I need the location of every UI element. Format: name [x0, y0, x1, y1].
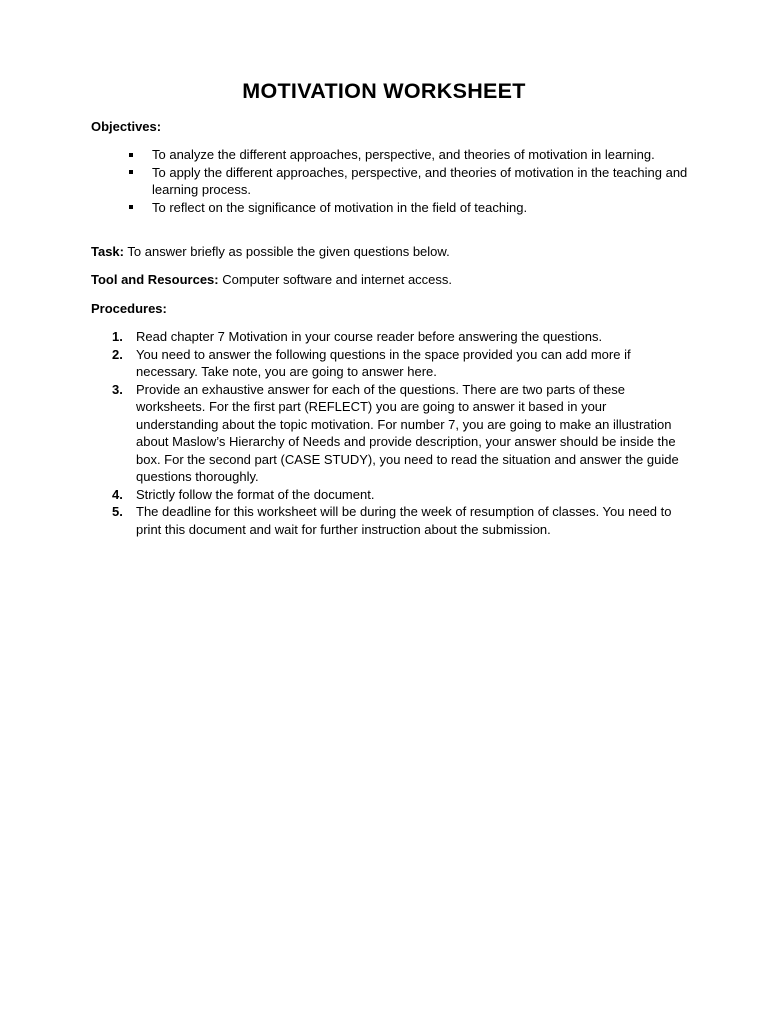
objective-text: To reflect on the significance of motivation in the field of teaching.: [152, 199, 528, 215]
objective-item: [120, 199, 690, 217]
objective-item: [120, 146, 690, 164]
objective-text: To analyze the different approaches, perspective, and theories of motivation in learning.: [152, 147, 655, 162]
procedure-item: [112, 381, 682, 486]
procedures-heading: Procedures:: [91, 301, 167, 316]
procedure-item: [112, 503, 682, 538]
bullet-icon: [129, 153, 133, 157]
document-title: MOTIVATION WORKSHEET: [242, 79, 526, 103]
objective-item: [120, 164, 690, 199]
bullet-icon: [129, 205, 133, 209]
tools-text: Computer software and internet access.: [222, 272, 453, 287]
task-paragraph: [91, 243, 450, 261]
procedure-number: 2.: [112, 346, 123, 362]
bullet-icon: [129, 170, 133, 174]
tools-paragraph: [91, 271, 452, 289]
objectives-heading: Objectives:: [91, 119, 162, 134]
procedure-text: The deadline for this worksheet will be during the week of resumption of classes. You need to print this document and wait for further instruction about the submission.: [136, 504, 672, 537]
procedure-item: [112, 346, 682, 381]
procedure-text: Read chapter 7 Motivation in your course reader before answering the questions.: [136, 329, 603, 344]
tools-label: Tool and Resources:: [91, 272, 219, 287]
procedure-item: [112, 328, 682, 346]
task-text: To answer briefly as possible the given questions below.: [127, 244, 450, 259]
objectives-list: [120, 146, 690, 216]
task-label: Task:: [91, 244, 124, 259]
objective-text: To apply the different approaches, perspective, and theories of motivation in the teaching and learning process.: [152, 164, 688, 197]
procedure-number: 1.: [112, 329, 123, 344]
procedure-text: Provide an exhaustive answer for each of the questions. There are two parts of these worksheets. For the first part (REFLECT) you are going to answer it based in your understanding about the topic motivation. For number 7, you are going to make an illustration about Maslow’s Hierarchy of Needs and provide description, your answer should be inside the box. For the second part (CASE STUDY), you need to read the situation and answer the guide questions thoroughly.: [136, 381, 679, 484]
procedures-list: [112, 328, 682, 538]
procedure-number: 4.: [112, 486, 123, 502]
procedure-item: [112, 486, 682, 504]
procedure-text: Strictly follow the format of the document.: [136, 486, 375, 502]
procedure-text: You need to answer the following questions in the space provided you can add more if necessary. Take note, you are going to answer here.: [136, 346, 631, 379]
procedure-number: 5.: [112, 504, 123, 519]
procedure-number: 3.: [112, 381, 123, 397]
